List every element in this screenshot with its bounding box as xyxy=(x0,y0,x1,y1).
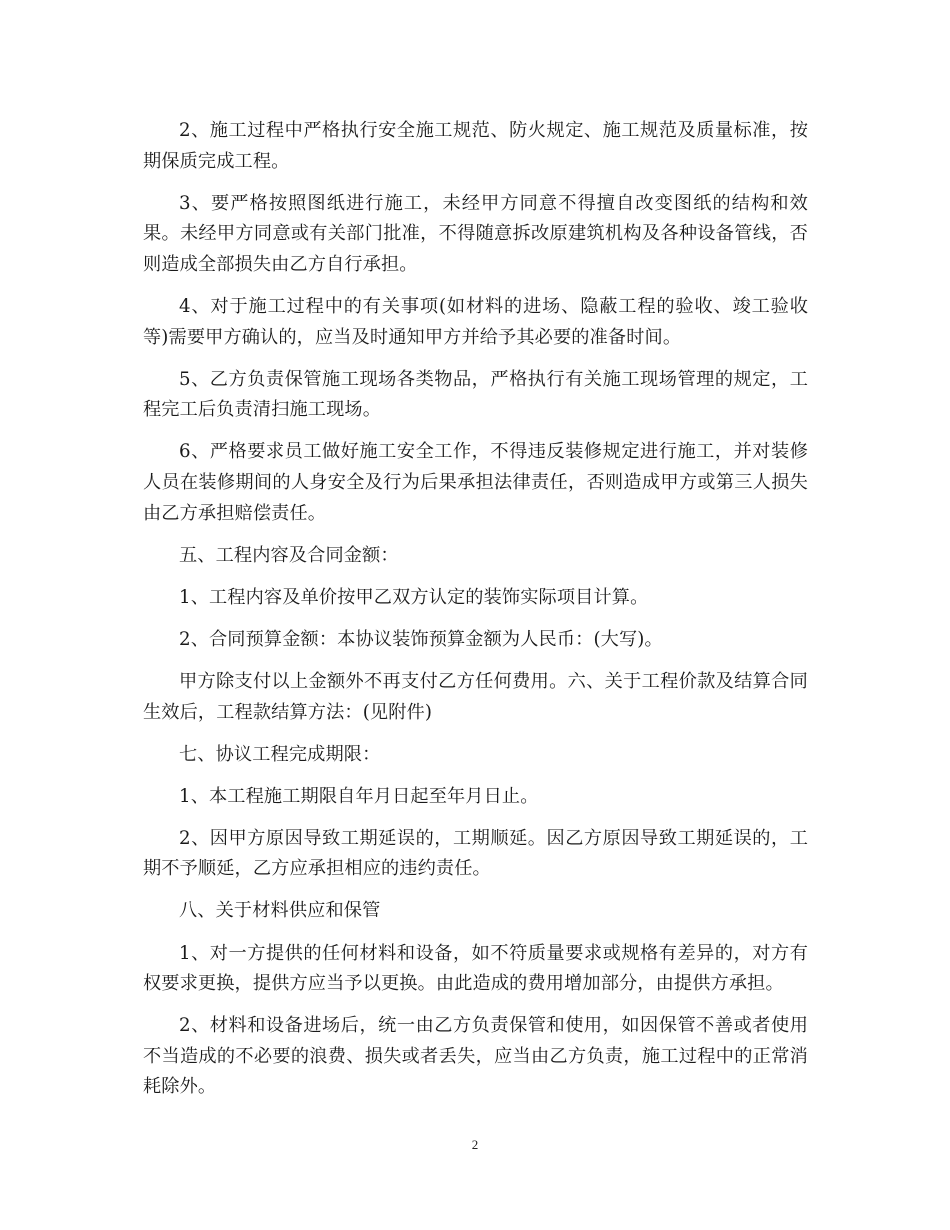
clause-5-site-management: 5、乙方负责保管施工现场各类物品，严格执行有关施工现场管理的规定，工程完工后负责清扫施工现场。 xyxy=(143,368,808,421)
section-7-heading: 七、协议工程完成期限： xyxy=(179,743,381,765)
clause-4-confirmation: 4、对于施工过程中的有关事项(如材料的进场、隐蔽工程的验收、竣工验收等)需要甲方确认的，应当及时通知甲方并给予其必要的准备时间。 xyxy=(143,295,808,348)
clause-2-safety: 2、施工过程中严格执行安全施工规范、防火规定、施工规范及质量标准，按期保质完成工程。 xyxy=(143,120,808,172)
clause-7-2-delay: 2、因甲方原因导致工期延误的，工期顺延。因乙方原因导致工期延误的，工期不予顺延，乙方应承担相应的违约责任。 xyxy=(143,827,808,880)
document-body xyxy=(143,116,808,1115)
section-5-heading: 五、工程内容及合同金额： xyxy=(179,544,399,566)
clause-5-1-content: 1、工程内容及单价按甲乙双方认定的装饰实际项目计算。 xyxy=(179,586,649,608)
clause-7-1-period: 1、本工程施工期限自年月日起至年月日止。 xyxy=(179,785,539,807)
section-8-heading: 八、关于材料供应和保管 xyxy=(179,900,381,922)
clause-3-drawings: 3、要严格按照图纸进行施工，未经甲方同意不得擅自改变图纸的结构和效果。未经甲方同意或有关部门批准，不得随意拆改原建筑机构及各种设备管线，否则造成全部损失由乙方自行承担。 xyxy=(143,192,808,275)
clause-6-worker-safety: 6、严格要求员工做好施工安全工作，不得违反装修规定进行施工，并对装修人员在装修期间的人身安全及行为后果承担法律责任，否则造成甲方或第三人损失由乙方承担赔偿责任。 xyxy=(143,441,808,524)
clause-5-2-amount: 2、合同预算金额：本协议装饰预算金额为人民币：(大写)。 xyxy=(179,628,663,650)
clause-payment-settlement: 甲方除支付以上金额外不再支付乙方任何费用。六、关于工程价款及结算合同生效后，工程款结算方法：(见附件) xyxy=(143,670,808,723)
clause-8-2-custody: 2、材料和设备进场后，统一由乙方负责保管和使用，如因保管不善或者使用不当造成的不必要的浪费、损失或者丢失，应当由乙方负责，施工过程中的正常消耗除外。 xyxy=(143,1015,808,1098)
clause-8-1-materials: 1、对一方提供的任何材料和设备，如不符质量要求或规格有差异的，对方有权要求更换，提供方应当予以更换。由此造成的费用增加部分，由提供方承担。 xyxy=(143,942,808,995)
page-number: 2 xyxy=(471,1137,479,1152)
